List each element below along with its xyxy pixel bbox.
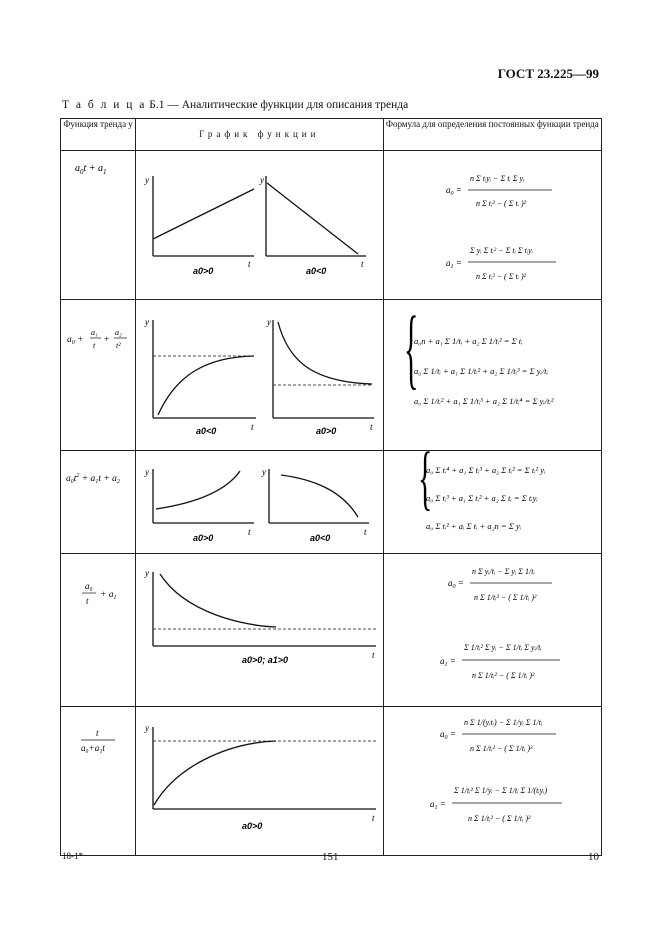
function-inverse — [61, 554, 136, 614]
axis-t-label: t — [370, 422, 373, 432]
svg-text:a₀ Σ 1/tᵢ + a₁ Σ 1/tᵢ² + a₂ Σ: a₀ Σ 1/tᵢ + a₁ Σ 1/tᵢ² + a₂ Σ 1/tᵢ³ = Σ yᵢ/tᵢ — [413, 366, 548, 376]
formula-quadratic — [384, 451, 602, 553]
svg-text:n Σ 1/(yᵢtᵢ) − Σ 1/yᵢ Σ 1/tᵢ: n Σ 1/(yᵢtᵢ) − Σ 1/yᵢ Σ 1/tᵢ — [463, 718, 542, 727]
svg-text:n Σ tᵢyᵢ − Σ tᵢ Σ yᵢ: n Σ tᵢyᵢ − Σ tᵢ Σ yᵢ — [469, 174, 524, 183]
axis-t-label: t — [372, 650, 375, 660]
svg-text:a₀ Σ tᵢ³ + a₁ Σ tᵢ² + a₂ Σ tᵢ: a₀ Σ tᵢ³ + a₁ Σ tᵢ² + a₂ Σ tᵢ = Σ tᵢyᵢ — [425, 493, 538, 503]
header-formula: Формула для определения постоянных функции тренда — [383, 119, 601, 151]
graph-hyperbolic — [136, 300, 383, 450]
formula-cell — [383, 151, 601, 300]
caption-prefix: Т а б л и ц а — [62, 99, 147, 111]
axis-t-label: t — [372, 813, 375, 823]
axis-y-label: y — [260, 175, 265, 185]
table-row — [61, 707, 602, 856]
graph-linear — [136, 151, 383, 299]
svg-text:{: { — [417, 451, 432, 518]
function-cell — [61, 451, 136, 554]
svg-text:a0 =: $a_0$ = — [447, 578, 464, 590]
svg-text:a₀ Σ 1/tᵢ² + a₁ Σ 1/tᵢ³ + a₂ Σ: a₀ Σ 1/tᵢ² + a₁ Σ 1/tᵢ³ + a₂ Σ 1/tᵢ⁴ = Σ yᵢ/tᵢ² — [413, 396, 553, 406]
footer-left: 18-1* — [62, 851, 83, 861]
axis-y-label: y — [145, 568, 150, 578]
axis-t-label: t — [364, 527, 367, 537]
graph-quadratic — [136, 451, 383, 553]
formula-cell — [383, 707, 601, 856]
table-row — [61, 300, 602, 451]
table-row — [61, 451, 602, 554]
graph-cell — [136, 300, 383, 451]
footer-right: 10 — [588, 851, 599, 863]
axis-y-label: y — [145, 175, 150, 185]
axis-t-label: t — [361, 259, 364, 269]
graph-condition: a0>0 — [316, 426, 337, 436]
axis-y-label: y — [145, 317, 150, 327]
graph-cell — [136, 554, 383, 707]
formula-linear — [384, 151, 602, 299]
function-cell — [61, 554, 136, 707]
graph-cell — [136, 707, 383, 856]
svg-text:n Σ tᵢ² − ( Σ tᵢ )²: n Σ tᵢ² − ( Σ tᵢ )² — [475, 199, 526, 208]
table-header-row — [61, 119, 602, 151]
svg-text:a0t2 + a1t + a2: $a_0t^2 + a_1t + a_2$ — [66, 473, 120, 485]
svg-text:a0 =: $a_0$ = — [439, 729, 456, 741]
function-fractional — [61, 707, 136, 767]
formula-cell — [383, 451, 601, 554]
svg-text:a1 =: $a_1$ = — [439, 656, 456, 668]
table-row — [61, 554, 602, 707]
function-cell — [61, 151, 136, 300]
caption-dash: — — [167, 99, 179, 111]
svg-text:n Σ 1/tᵢ² − ( Σ 1/tᵢ )²: n Σ 1/tᵢ² − ( Σ 1/tᵢ )² — [471, 671, 535, 680]
svg-text:a0t + a1: $a_0t + a_1$ — [75, 163, 107, 176]
svg-text:a₀ Σ tᵢ⁴ + a₁ Σ tᵢ³ + a₂ Σ tᵢ²: a₀ Σ tᵢ⁴ + a₁ Σ tᵢ³ + a₂ Σ tᵢ² = Σ tᵢ² yᵢ — [425, 465, 545, 475]
graph-condition: a0<0 — [310, 533, 331, 543]
svg-text:n Σ yᵢ/tᵢ − Σ yᵢ Σ 1/tᵢ: n Σ yᵢ/tᵢ − Σ yᵢ Σ 1/tᵢ — [471, 567, 535, 576]
graph-condition: a0>0 — [193, 533, 214, 543]
axis-t-label: t — [248, 259, 251, 269]
graph-condition: a0>0 — [193, 266, 214, 276]
function-hyperbolic — [61, 300, 136, 360]
graph-fractional — [136, 707, 383, 855]
table-caption — [62, 99, 408, 111]
graph-condition: a0>0; a1>0 — [242, 655, 289, 665]
svg-text:a0 =: $a_0$ = — [445, 185, 462, 197]
formula-hyperbolic — [384, 300, 602, 450]
axis-t-label: t — [248, 527, 251, 537]
caption-title: Аналитические функции для описания тренда — [181, 99, 409, 111]
function-linear — [61, 151, 136, 191]
header-graph: График функции — [136, 119, 383, 151]
function-cell — [61, 300, 136, 451]
page-number: 151 — [322, 851, 339, 863]
axis-y-label: y — [262, 467, 267, 477]
formula-cell — [383, 554, 601, 707]
svg-text:Σ 1/tᵢ² Σ 1/yᵢ − Σ 1/tᵢ Σ 1/(t: Σ 1/tᵢ² Σ 1/yᵢ − Σ 1/tᵢ Σ 1/(tᵢyᵢ) — [453, 786, 547, 795]
svg-text:a1 =: $a_1$ = — [445, 258, 462, 270]
formula-fractional — [384, 707, 602, 855]
standard-number: ГОСТ 23.225—99 — [497, 66, 599, 81]
svg-text:a₀+a₁t: a₀+a₁t — [81, 743, 105, 753]
axis-y-label: y — [145, 723, 150, 733]
svg-text:a₀n + a₁ Σ 1/tᵢ + a₂ Σ 1/tᵢ² =: a₀n + a₁ Σ 1/tᵢ + a₂ Σ 1/tᵢ² = Σ tᵢ — [413, 336, 523, 346]
caption-number: Б.1 — [149, 99, 165, 111]
graph-inverse — [136, 554, 383, 706]
svg-text:n Σ 1/tᵢ² − ( Σ 1/tᵢ )²: n Σ 1/tᵢ² − ( Σ 1/tᵢ )² — [473, 593, 537, 602]
svg-text:t: t — [93, 341, 96, 350]
svg-text:Σ yᵢ Σ tᵢ² − Σ tᵢ Σ tᵢyᵢ: Σ yᵢ Σ tᵢ² − Σ tᵢ Σ tᵢyᵢ — [469, 246, 533, 255]
svg-text:a₀: a₀ — [85, 581, 93, 591]
svg-text:n Σ tᵢ² − ( Σ tᵢ )²: n Σ tᵢ² − ( Σ tᵢ )² — [475, 272, 526, 281]
function-cell — [61, 707, 136, 856]
graph-cell — [136, 151, 383, 300]
graph-condition: a0<0 — [306, 266, 327, 276]
svg-text:+ a1: + $a_1$ — [100, 590, 117, 601]
svg-text:+: + — [104, 335, 110, 345]
axis-y-label: y — [145, 467, 150, 477]
svg-text:n Σ 1/tᵢ² − ( Σ 1/tᵢ )²: n Σ 1/tᵢ² − ( Σ 1/tᵢ )² — [467, 814, 531, 823]
table-row — [61, 151, 602, 300]
svg-text:t: t — [86, 596, 89, 606]
graph-cell — [136, 451, 383, 554]
trend-functions-table — [60, 118, 602, 856]
axis-t-label: t — [251, 422, 254, 432]
svg-text:t²: t² — [116, 341, 121, 350]
header-function: Функция тренда y — [61, 119, 136, 151]
formula-inverse — [384, 554, 602, 706]
svg-text:a₂: a₂ — [115, 328, 122, 337]
svg-text:{: { — [403, 300, 418, 399]
axis-y-label: y — [267, 317, 272, 327]
svg-text:n Σ 1/tᵢ² − ( Σ 1/tᵢ )²: n Σ 1/tᵢ² − ( Σ 1/tᵢ )² — [469, 744, 533, 753]
svg-text:Σ 1/tᵢ² Σ yᵢ − Σ 1/tᵢ Σ yᵢ/tᵢ: Σ 1/tᵢ² Σ yᵢ − Σ 1/tᵢ Σ yᵢ/tᵢ — [463, 643, 542, 652]
svg-text:a1 =: $a_1$ = — [429, 799, 446, 811]
graph-condition: a0<0 — [196, 426, 217, 436]
svg-text:a₁: a₁ — [91, 328, 98, 337]
formula-cell — [383, 300, 601, 451]
graph-condition: a0>0 — [242, 821, 263, 831]
svg-text:a0 +: $a_0$ + — [67, 335, 84, 346]
svg-text:t: t — [96, 728, 99, 738]
function-quadratic — [61, 451, 136, 491]
svg-text:a₀ Σ tᵢ² + aᵢ Σ tᵢ + a₂n = Σ y: a₀ Σ tᵢ² + aᵢ Σ tᵢ + a₂n = Σ yᵢ — [425, 521, 521, 531]
